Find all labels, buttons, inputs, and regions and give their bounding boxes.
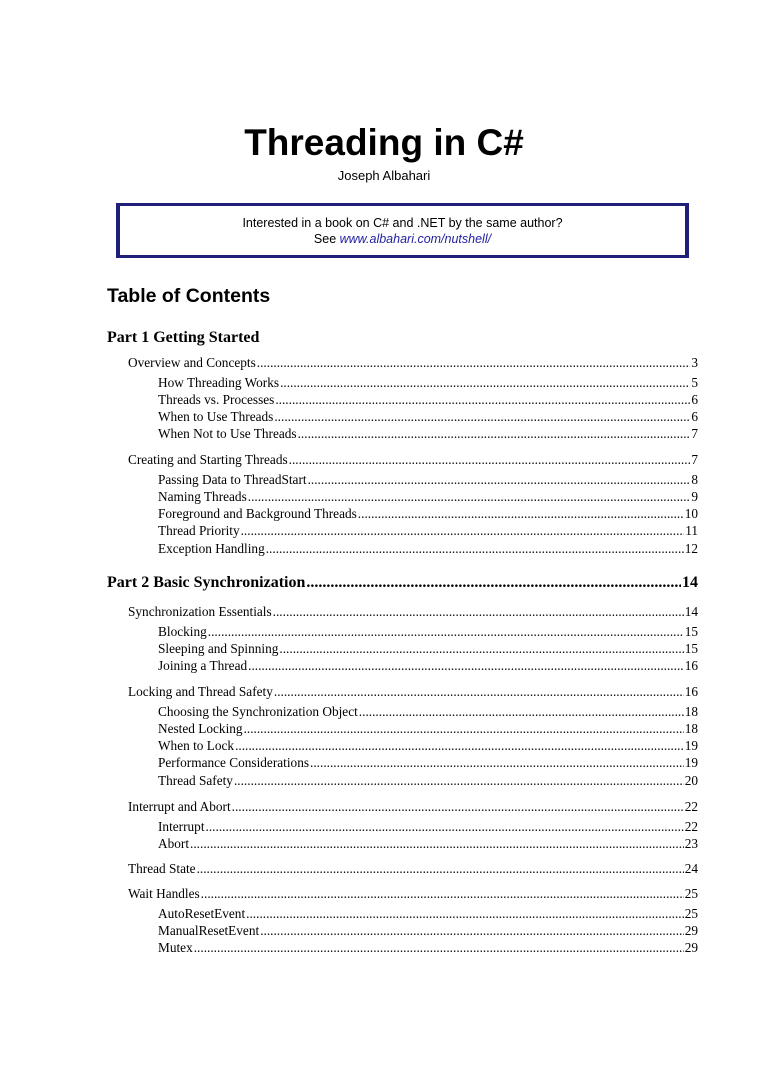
promo-see: See [313,232,340,246]
toc-entry-page: 10 [684,506,698,521]
toc-entry-title: Thread Priority [158,523,240,538]
toc-entry-title: Nested Locking [158,721,243,736]
toc-entry-title: Mutex [158,940,193,955]
toc-entry-title: Blocking [158,624,207,639]
toc-entry-page: 6 [691,392,698,407]
toc-entry[interactable] [128,798,698,816]
toc-entry-page: 22 [684,819,698,834]
toc-entry-title: Interrupt and Abort [128,799,231,814]
toc-entry-title: ManualResetEvent [158,923,260,938]
toc-entry-page: 9 [691,489,698,504]
toc-entry-page: 29 [684,940,698,955]
toc-entry[interactable] [158,939,698,957]
toc-entry-page: 11 [685,523,698,538]
toc-entry[interactable] [158,522,698,540]
toc-entry[interactable] [158,720,698,738]
toc-entry-title: Choosing the Synchronization Object [158,704,358,719]
nutshell-link[interactable]: www.albahari.com/nutshell/ [339,232,492,246]
toc-entry-title: Threads vs. Processes [158,392,275,407]
toc-entry-page: 19 [684,755,698,770]
toc-entry-page: 29 [684,923,698,938]
toc-entry[interactable] [158,471,698,489]
toc-entry[interactable] [158,703,698,721]
toc-entry-title: How Threading Works [158,375,280,390]
promo-line-1: Interested in a book on C# and .NET by the same author? [242,216,563,230]
toc-entry-title: Thread State [128,861,196,876]
toc-entry-title: Exception Handling [158,541,265,556]
toc-entry-page: 16 [684,658,698,673]
toc-entry-page: 7 [691,426,698,441]
part-1-heading: Part 1 Getting Started [107,329,260,346]
toc-entry-page: 5 [691,375,698,390]
toc-entry-title: AutoResetEvent [158,906,246,921]
toc-entry[interactable] [128,603,698,621]
toc-entry-page: 20 [684,773,698,788]
toc-entry-page: 25 [684,886,698,901]
toc-entry-title: Joining a Thread [158,658,248,673]
toc-entry-title: Sleeping and Spinning [158,641,279,656]
part-2-heading[interactable] [107,572,698,594]
toc-entry[interactable] [158,408,698,426]
toc-entry-title: Naming Threads [158,489,247,504]
toc-entry-page: 18 [684,704,698,719]
toc-entry-title: When to Use Threads [158,409,274,424]
toc-entry[interactable] [158,623,698,641]
toc-entry-page: 14 [684,604,698,619]
toc-entry[interactable] [158,505,698,523]
toc-heading: Table of Contents [107,285,271,307]
toc-entry-page: 12 [684,541,698,556]
toc-entry[interactable] [158,540,698,558]
toc-entry-title: When Not to Use Threads [158,426,297,441]
toc-entry-title: Thread Safety [158,773,233,788]
toc-entry[interactable] [128,451,698,469]
document-author: Joseph Albahari [337,168,431,183]
toc-entry-page: 15 [684,624,698,639]
toc-entry-title: Passing Data to ThreadStart [158,472,307,487]
toc-entry-title: Foreground and Background Threads [158,506,357,521]
toc-entry[interactable] [158,922,698,940]
toc-entry-title: When to Lock [158,738,235,753]
toc-entry-title: Overview and Concepts [128,355,256,370]
toc-entry-page: 3 [691,355,698,370]
part-2-page: 14 [682,574,698,591]
toc-entry[interactable] [158,640,698,658]
toc-entry-title: Locking and Thread Safety [128,684,273,699]
toc-entry-page: 8 [691,472,698,487]
promo-line-2 [120,231,685,247]
toc-entry[interactable] [158,772,698,790]
toc-entry[interactable] [158,391,698,409]
toc-entry-page: 6 [691,409,698,424]
toc-entry-page: 24 [684,861,698,876]
toc-entry-title: Creating and Starting Threads [128,452,288,467]
toc-entry-page: 15 [684,641,698,656]
toc-entry-page: 22 [684,799,698,814]
toc-entry[interactable] [128,860,698,878]
promo-text [120,215,685,247]
toc-entry-page: 16 [684,684,698,699]
toc-entry-page: 19 [684,738,698,753]
toc-entry-page: 18 [684,721,698,736]
toc-entry[interactable] [158,488,698,506]
toc-entry[interactable] [128,683,698,701]
toc-entry[interactable] [158,905,698,923]
part-2-title: Part 2 Basic Synchronization [107,574,306,591]
toc-entry[interactable] [128,885,698,903]
toc-entry-title: Interrupt [158,819,205,834]
toc-entry-title: Abort [158,836,190,851]
toc-entry[interactable] [128,354,698,372]
toc-entry-page: 7 [691,452,698,467]
toc-entry[interactable] [158,374,698,392]
promo-box [116,203,689,258]
toc-entry-title: Synchronization Essentials [128,604,272,619]
toc-entry[interactable] [158,835,698,853]
toc-entry[interactable] [158,818,698,836]
toc-entry-title: Performance Considerations [158,755,310,770]
toc-entry-page: 25 [684,906,698,921]
toc-entry-page: 23 [684,836,698,851]
toc-entry[interactable] [158,754,698,772]
document-title: Threading in C# [244,122,524,163]
toc-entry[interactable] [158,657,698,675]
toc-entry[interactable] [158,425,698,443]
toc-entry-title: Wait Handles [128,886,200,901]
toc-entry[interactable] [158,737,698,755]
